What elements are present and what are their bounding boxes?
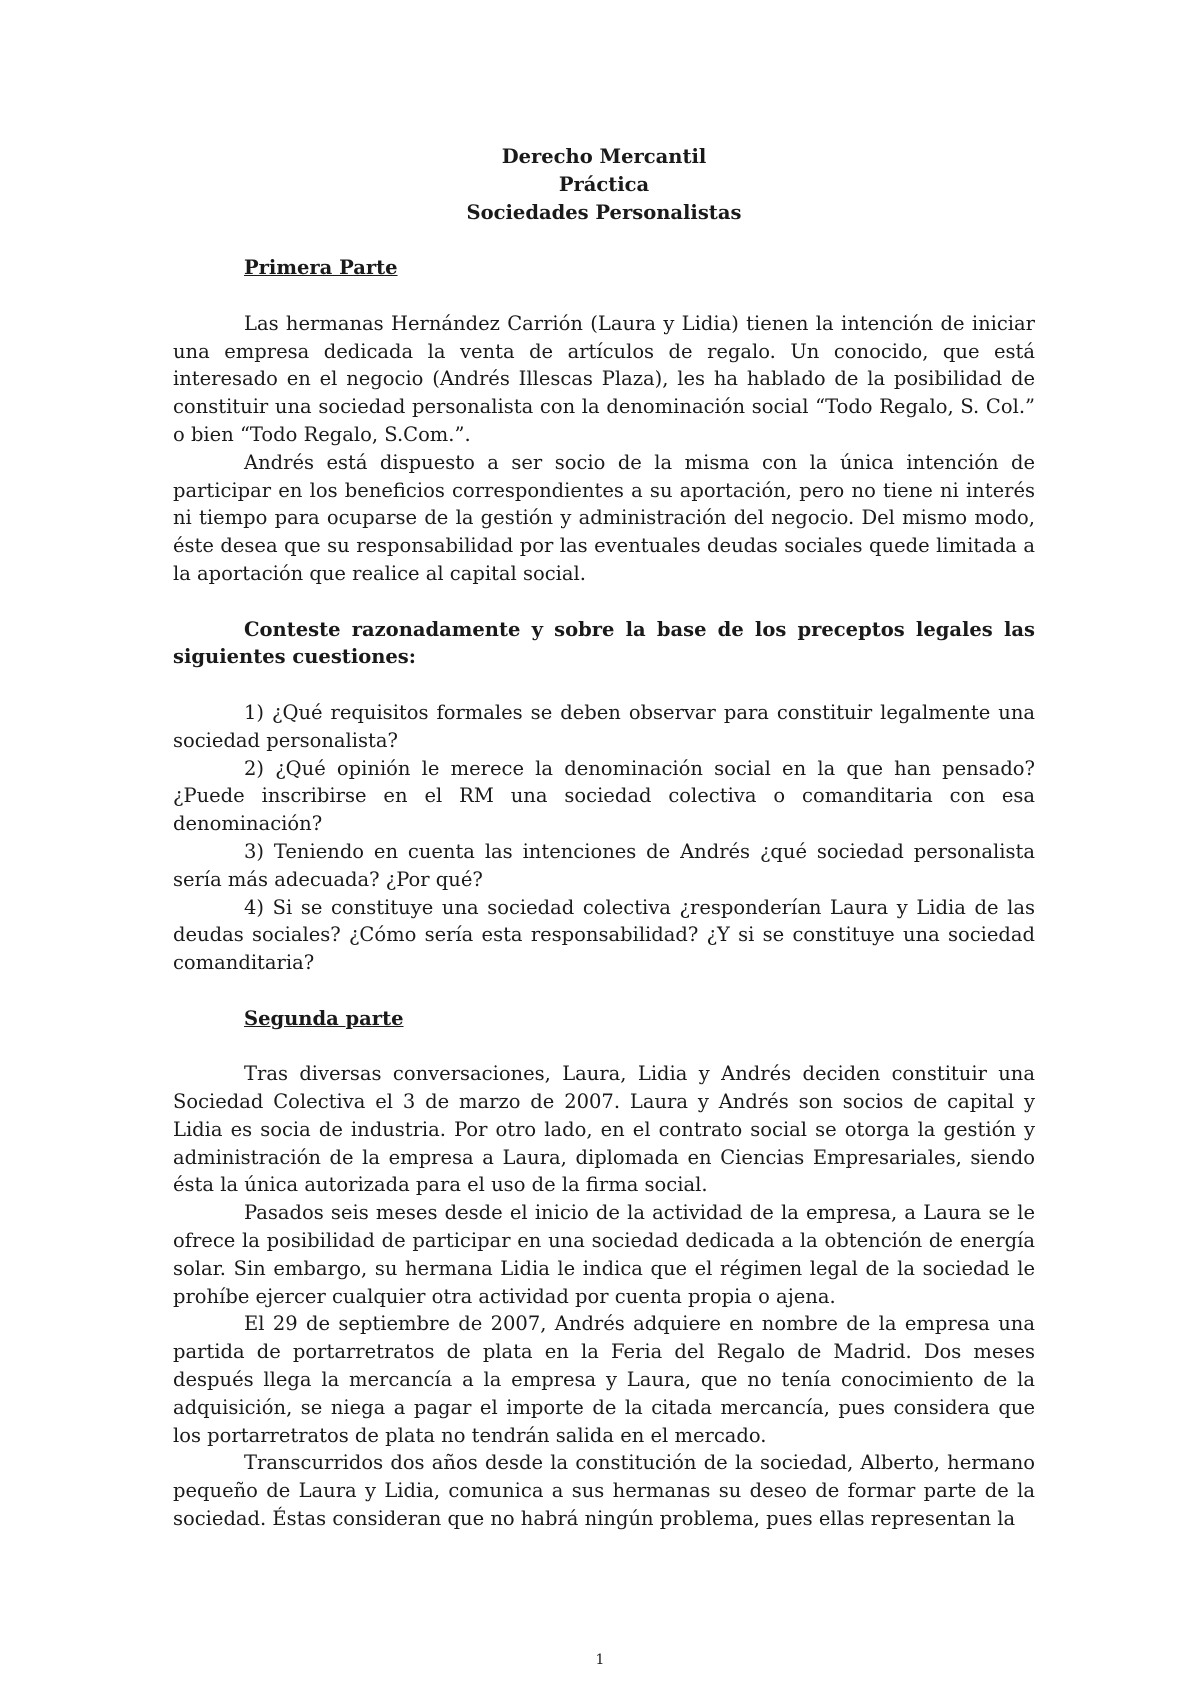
part1-heading: Primera Parte — [244, 256, 398, 280]
page-number: 1 — [595, 1652, 605, 1668]
document-title — [173, 143, 1035, 226]
spacer — [173, 1033, 1035, 1061]
part2-paragraph: Transcurridos dos años desde la constitución de la sociedad, Alberto, hermano pequeño de Laura y Lidia, comunica a sus hermanas su deseo de formar parte de la sociedad. Éstas consideran que no habrá ningún problema, pues ellas representan la — [173, 1451, 1035, 1531]
spacer — [173, 282, 1035, 310]
question-item: 1) ¿Qué requisitos formales se deben observar para constituir legalmente una sociedad personalista? — [173, 700, 1035, 752]
title-line-type: Práctica — [558, 172, 650, 196]
page-content — [173, 143, 1035, 1533]
part2-heading: Segunda parte — [244, 1006, 404, 1030]
spacer — [173, 671, 1035, 699]
part1-paragraph: Andrés está dispuesto a ser socio de la misma con la única intención de participar en los beneficios correspondientes a su aportación, pero no tiene ni interés ni tiempo para ocuparse de la gestión y administración del negocio. Del mismo modo, éste desea que su responsabilidad por las eventuales deudas sociales quede limitada a la aportación que realice al capital social. — [173, 450, 1035, 585]
part2-paragraph: Pasados seis meses desde el inicio de la actividad de la empresa, a Laura se le ofrece la posibilidad de participar en una sociedad dedicada a la obtención de energía solar. Sin embargo, su hermana Lidia le indica que el régimen legal de la sociedad le prohíbe ejercer cualquier otra actividad por cuenta propia o ajena. — [173, 1201, 1035, 1308]
question-item: 4) Si se constituye una sociedad colectiva ¿responderían Laura y Lidia de las deudas sociales? ¿Cómo sería esta responsabilidad? ¿Y si se constituye una sociedad comanditaria? — [173, 895, 1035, 975]
part2-paragraph: Tras diversas conversaciones, Laura, Lidia y Andrés deciden constituir una Sociedad Colectiva el 3 de marzo de 2007. Laura y Andrés son socios de capital y Lidia es socia de industria. Por otro lado, en el contrato social se otorga la gestión y administración de la empresa a Laura, diplomada en Ciencias Empresariales, siendo ésta la única autorizada para el uso de la firma social. — [173, 1062, 1035, 1197]
part2-paragraph: El 29 de septiembre de 2007, Andrés adquiere en nombre de la empresa una partida de portarretratos de plata en la Feria del Regalo de Madrid. Dos meses después llega la mercancía a la empresa y Laura, que no tenía conocimiento de la adquisición, se niega a pagar el importe de la citada mercancía, pues considera que los portarretratos de plata no tendrán salida en el mercado. — [173, 1312, 1035, 1447]
question-item: 2) ¿Qué opinión le merece la denominación social en la que han pensado? ¿Puede inscribirse en el RM una sociedad colectiva o comanditaria con esa denominación? — [173, 756, 1035, 836]
part1-instruction: Conteste razonadamente y sobre la base de los preceptos legales las siguientes cuestiones: — [173, 617, 1035, 669]
part1-paragraph: Las hermanas Hernández Carrión (Laura y Lidia) tienen la intención de iniciar una empresa dedicada la venta de artículos de regalo. Un conocido, que está interesado en el negocio (Andrés Illescas Plaza), les ha hablado de la posibilidad de constituir una sociedad personalista con la denominación social “Todo Regalo, S. Col.” o bien “Todo Regalo, S.Com.”. — [173, 311, 1035, 446]
title-line-subject: Derecho Mercantil — [501, 145, 707, 168]
title-line-topic: Sociedades Personalistas — [466, 200, 742, 224]
question-item: 3) Teniendo en cuenta las intenciones de Andrés ¿qué sociedad personalista sería más adecuada? ¿Por qué? — [173, 839, 1035, 891]
spacer — [173, 588, 1035, 616]
